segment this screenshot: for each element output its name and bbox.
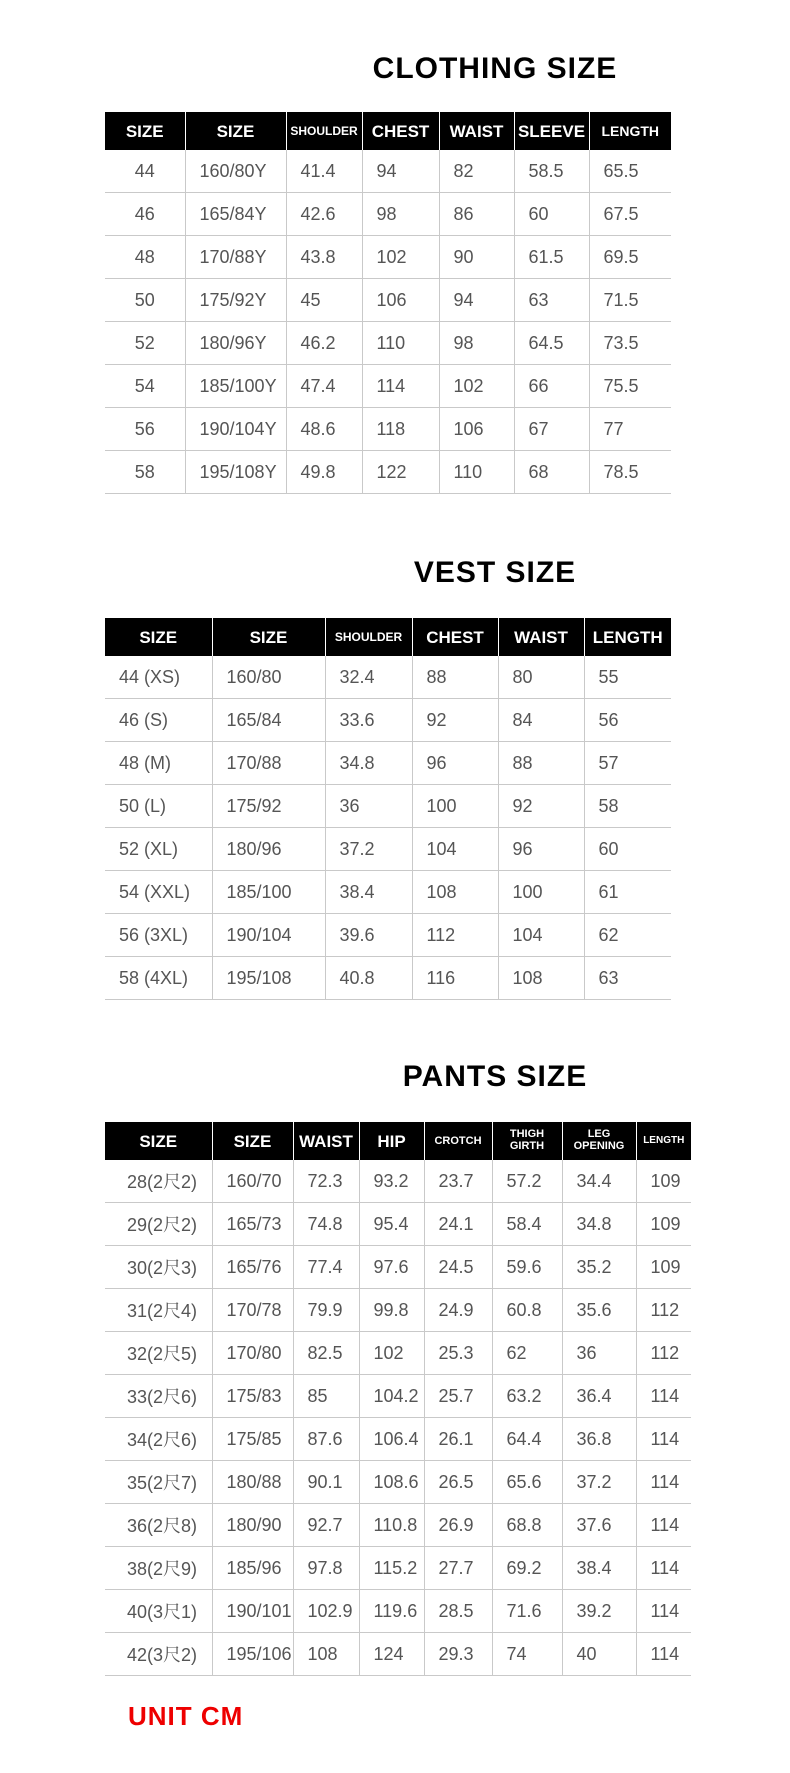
table-cell: 180/96 xyxy=(212,828,325,871)
table-cell: 175/83 xyxy=(212,1375,293,1418)
table-cell: 109 xyxy=(636,1246,691,1289)
table-cell: 35(2尺7) xyxy=(105,1461,212,1504)
table-cell: 190/101 xyxy=(212,1590,293,1633)
table-cell: 31(2尺4) xyxy=(105,1289,212,1332)
table-cell: 24.1 xyxy=(424,1203,492,1246)
table-cell: 170/78 xyxy=(212,1289,293,1332)
table-cell: 195/108 xyxy=(212,957,325,1000)
table-row xyxy=(105,236,671,279)
table-cell: 109 xyxy=(636,1203,691,1246)
pants-size-title: PANTS SIZE xyxy=(402,1060,588,1093)
table-cell: 26.5 xyxy=(424,1461,492,1504)
table-row xyxy=(105,742,671,785)
unit-note: UNIT CM xyxy=(128,1701,244,1731)
table-cell: 80 xyxy=(498,656,584,699)
table-cell: 185/100Y xyxy=(185,365,286,408)
table-row xyxy=(105,1332,691,1375)
table-cell: 67 xyxy=(514,408,589,451)
table-cell: 122 xyxy=(362,451,439,494)
table-cell: 116 xyxy=(412,957,498,1000)
header-thigh-girth: THIGH GIRTH xyxy=(492,1122,562,1160)
table-row xyxy=(105,914,671,957)
table-cell: 119.6 xyxy=(359,1590,424,1633)
header-size-code: SIZE xyxy=(212,618,325,656)
table-cell: 98 xyxy=(362,193,439,236)
table-cell: 34.8 xyxy=(325,742,412,785)
table-cell: 63.2 xyxy=(492,1375,562,1418)
table-cell: 74.8 xyxy=(293,1203,359,1246)
table-row xyxy=(105,1418,691,1461)
table-cell: 54 xyxy=(105,365,185,408)
clothing-table-body xyxy=(105,150,671,494)
table-cell: 36(2尺8) xyxy=(105,1504,212,1547)
table-cell: 64.5 xyxy=(514,322,589,365)
table-cell: 52 xyxy=(105,322,185,365)
table-cell: 66 xyxy=(514,365,589,408)
table-cell: 104 xyxy=(498,914,584,957)
table-cell: 160/70 xyxy=(212,1160,293,1203)
clothing-size-table xyxy=(105,112,671,494)
table-cell: 93.2 xyxy=(359,1160,424,1203)
table-cell: 69.5 xyxy=(589,236,671,279)
table-cell: 160/80Y xyxy=(185,150,286,193)
table-cell: 43.8 xyxy=(286,236,362,279)
table-cell: 118 xyxy=(362,408,439,451)
table-cell: 86 xyxy=(439,193,514,236)
clothing-size-title: CLOTHING SIZE xyxy=(372,52,618,85)
table-row xyxy=(105,699,671,742)
table-cell: 88 xyxy=(498,742,584,785)
table-cell: 56 xyxy=(584,699,671,742)
table-cell: 44 xyxy=(105,150,185,193)
table-header-row xyxy=(105,1122,691,1160)
table-cell: 180/96Y xyxy=(185,322,286,365)
table-cell: 63 xyxy=(584,957,671,1000)
table-cell: 97.8 xyxy=(293,1547,359,1590)
table-cell: 114 xyxy=(636,1590,691,1633)
table-cell: 110 xyxy=(362,322,439,365)
table-cell: 110 xyxy=(439,451,514,494)
table-cell: 170/88Y xyxy=(185,236,286,279)
table-cell: 34.8 xyxy=(562,1203,636,1246)
table-cell: 40(3尺1) xyxy=(105,1590,212,1633)
header-waist: WAIST xyxy=(293,1122,359,1160)
table-cell: 55 xyxy=(584,656,671,699)
table-row xyxy=(105,150,671,193)
table-cell: 108.6 xyxy=(359,1461,424,1504)
table-cell: 85 xyxy=(293,1375,359,1418)
table-cell: 30(2尺3) xyxy=(105,1246,212,1289)
table-cell: 94 xyxy=(362,150,439,193)
table-cell: 92 xyxy=(412,699,498,742)
table-cell: 82.5 xyxy=(293,1332,359,1375)
table-row xyxy=(105,451,671,494)
table-cell: 124 xyxy=(359,1633,424,1676)
table-cell: 195/108Y xyxy=(185,451,286,494)
table-header-row xyxy=(105,112,671,150)
table-cell: 96 xyxy=(498,828,584,871)
table-cell: 165/84 xyxy=(212,699,325,742)
table-cell: 115.2 xyxy=(359,1547,424,1590)
table-row xyxy=(105,1160,691,1203)
table-cell: 28.5 xyxy=(424,1590,492,1633)
table-cell: 61 xyxy=(584,871,671,914)
table-cell: 24.9 xyxy=(424,1289,492,1332)
table-cell: 33(2尺6) xyxy=(105,1375,212,1418)
table-cell: 60 xyxy=(584,828,671,871)
header-hip: HIP xyxy=(359,1122,424,1160)
vest-size-table xyxy=(105,618,671,1000)
table-cell: 49.8 xyxy=(286,451,362,494)
table-cell: 40 xyxy=(562,1633,636,1676)
table-cell: 108 xyxy=(412,871,498,914)
table-cell: 37.6 xyxy=(562,1504,636,1547)
table-cell: 42.6 xyxy=(286,193,362,236)
table-cell: 95.4 xyxy=(359,1203,424,1246)
table-cell: 57.2 xyxy=(492,1160,562,1203)
table-cell: 170/80 xyxy=(212,1332,293,1375)
table-cell: 109 xyxy=(636,1160,691,1203)
table-cell: 56 (3XL) xyxy=(105,914,212,957)
table-cell: 114 xyxy=(636,1633,691,1676)
table-cell: 98 xyxy=(439,322,514,365)
table-cell: 57 xyxy=(584,742,671,785)
table-cell: 34(2尺6) xyxy=(105,1418,212,1461)
table-row xyxy=(105,1590,691,1633)
table-cell: 77 xyxy=(589,408,671,451)
table-cell: 195/106 xyxy=(212,1633,293,1676)
table-row xyxy=(105,193,671,236)
table-cell: 79.9 xyxy=(293,1289,359,1332)
table-cell: 25.7 xyxy=(424,1375,492,1418)
table-cell: 60.8 xyxy=(492,1289,562,1332)
table-cell: 77.4 xyxy=(293,1246,359,1289)
table-row xyxy=(105,828,671,871)
table-header-row xyxy=(105,618,671,656)
table-cell: 82 xyxy=(439,150,514,193)
vest-table-body xyxy=(105,656,671,1000)
table-row xyxy=(105,1633,691,1676)
vest-size-title: VEST SIZE xyxy=(413,556,577,589)
header-waist: WAIST xyxy=(439,112,514,150)
table-row xyxy=(105,656,671,699)
table-cell: 46 (S) xyxy=(105,699,212,742)
table-cell: 36.4 xyxy=(562,1375,636,1418)
table-cell: 165/76 xyxy=(212,1246,293,1289)
table-cell: 108 xyxy=(498,957,584,1000)
table-cell: 180/90 xyxy=(212,1504,293,1547)
table-cell: 114 xyxy=(636,1504,691,1547)
header-size: SIZE xyxy=(105,1122,212,1160)
table-row xyxy=(105,322,671,365)
table-cell: 175/92 xyxy=(212,785,325,828)
table-cell: 114 xyxy=(636,1418,691,1461)
table-cell: 69.2 xyxy=(492,1547,562,1590)
table-cell: 73.5 xyxy=(589,322,671,365)
table-cell: 75.5 xyxy=(589,365,671,408)
table-cell: 84 xyxy=(498,699,584,742)
table-cell: 46.2 xyxy=(286,322,362,365)
table-cell: 28(2尺2) xyxy=(105,1160,212,1203)
table-cell: 104.2 xyxy=(359,1375,424,1418)
table-cell: 112 xyxy=(412,914,498,957)
table-cell: 114 xyxy=(636,1375,691,1418)
table-cell: 65.5 xyxy=(589,150,671,193)
table-cell: 110.8 xyxy=(359,1504,424,1547)
table-cell: 27.7 xyxy=(424,1547,492,1590)
table-cell: 94 xyxy=(439,279,514,322)
header-length: LENGTH xyxy=(636,1122,691,1160)
header-leg-opening: LEG OPENING xyxy=(562,1122,636,1160)
header-crotch: CROTCH xyxy=(424,1122,492,1160)
table-cell: 29(2尺2) xyxy=(105,1203,212,1246)
table-row xyxy=(105,957,671,1000)
table-cell: 58 (4XL) xyxy=(105,957,212,1000)
table-cell: 47.4 xyxy=(286,365,362,408)
table-row xyxy=(105,279,671,322)
table-cell: 190/104 xyxy=(212,914,325,957)
table-cell: 59.6 xyxy=(492,1246,562,1289)
table-cell: 108 xyxy=(293,1633,359,1676)
table-cell: 56 xyxy=(105,408,185,451)
table-cell: 100 xyxy=(412,785,498,828)
table-cell: 185/100 xyxy=(212,871,325,914)
table-cell: 100 xyxy=(498,871,584,914)
table-cell: 102 xyxy=(362,236,439,279)
table-cell: 50 (L) xyxy=(105,785,212,828)
table-cell: 112 xyxy=(636,1332,691,1375)
table-cell: 35.6 xyxy=(562,1289,636,1332)
table-cell: 26.1 xyxy=(424,1418,492,1461)
table-cell: 44 (XS) xyxy=(105,656,212,699)
table-cell: 54 (XXL) xyxy=(105,871,212,914)
table-cell: 87.6 xyxy=(293,1418,359,1461)
table-row xyxy=(105,1547,691,1590)
table-cell: 185/96 xyxy=(212,1547,293,1590)
table-cell: 41.4 xyxy=(286,150,362,193)
header-length: LENGTH xyxy=(584,618,671,656)
table-cell: 175/92Y xyxy=(185,279,286,322)
table-cell: 48.6 xyxy=(286,408,362,451)
table-cell: 48 (M) xyxy=(105,742,212,785)
table-cell: 48 xyxy=(105,236,185,279)
table-cell: 38.4 xyxy=(325,871,412,914)
table-row xyxy=(105,871,671,914)
table-cell: 106.4 xyxy=(359,1418,424,1461)
table-cell: 36 xyxy=(325,785,412,828)
table-cell: 165/84Y xyxy=(185,193,286,236)
table-cell: 92 xyxy=(498,785,584,828)
table-cell: 71.5 xyxy=(589,279,671,322)
table-cell: 96 xyxy=(412,742,498,785)
table-cell: 112 xyxy=(636,1289,691,1332)
table-cell: 42(3尺2) xyxy=(105,1633,212,1676)
table-cell: 32(2尺5) xyxy=(105,1332,212,1375)
table-cell: 58 xyxy=(105,451,185,494)
header-length: LENGTH xyxy=(589,112,671,150)
table-cell: 50 xyxy=(105,279,185,322)
pants-table-body xyxy=(105,1160,691,1676)
table-cell: 38.4 xyxy=(562,1547,636,1590)
table-cell: 58.4 xyxy=(492,1203,562,1246)
table-row xyxy=(105,785,671,828)
table-cell: 36 xyxy=(562,1332,636,1375)
table-cell: 39.2 xyxy=(562,1590,636,1633)
table-cell: 25.3 xyxy=(424,1332,492,1375)
table-cell: 33.6 xyxy=(325,699,412,742)
table-cell: 67.5 xyxy=(589,193,671,236)
table-cell: 92.7 xyxy=(293,1504,359,1547)
header-chest: CHEST xyxy=(412,618,498,656)
table-row xyxy=(105,1375,691,1418)
table-cell: 97.6 xyxy=(359,1246,424,1289)
table-cell: 104 xyxy=(412,828,498,871)
table-cell: 102 xyxy=(439,365,514,408)
table-cell: 26.9 xyxy=(424,1504,492,1547)
table-cell: 24.5 xyxy=(424,1246,492,1289)
header-shoulder: SHOULDER xyxy=(286,112,362,150)
table-cell: 90.1 xyxy=(293,1461,359,1504)
table-cell: 175/85 xyxy=(212,1418,293,1461)
table-cell: 29.3 xyxy=(424,1633,492,1676)
header-size: SIZE xyxy=(105,618,212,656)
table-cell: 160/80 xyxy=(212,656,325,699)
table-cell: 165/73 xyxy=(212,1203,293,1246)
table-row xyxy=(105,408,671,451)
table-cell: 62 xyxy=(584,914,671,957)
table-cell: 58.5 xyxy=(514,150,589,193)
header-size: SIZE xyxy=(105,112,185,150)
table-cell: 60 xyxy=(514,193,589,236)
header-sleeve: SLEEVE xyxy=(514,112,589,150)
table-cell: 190/104Y xyxy=(185,408,286,451)
table-cell: 90 xyxy=(439,236,514,279)
pants-size-table xyxy=(105,1122,691,1676)
table-cell: 23.7 xyxy=(424,1160,492,1203)
table-row xyxy=(105,1203,691,1246)
table-cell: 180/88 xyxy=(212,1461,293,1504)
table-cell: 71.6 xyxy=(492,1590,562,1633)
table-cell: 62 xyxy=(492,1332,562,1375)
table-row xyxy=(105,365,671,408)
table-cell: 114 xyxy=(636,1461,691,1504)
table-cell: 40.8 xyxy=(325,957,412,1000)
table-cell: 68.8 xyxy=(492,1504,562,1547)
table-row xyxy=(105,1246,691,1289)
table-cell: 61.5 xyxy=(514,236,589,279)
table-cell: 37.2 xyxy=(562,1461,636,1504)
table-cell: 32.4 xyxy=(325,656,412,699)
table-cell: 52 (XL) xyxy=(105,828,212,871)
table-cell: 88 xyxy=(412,656,498,699)
header-shoulder: SHOULDER xyxy=(325,618,412,656)
table-cell: 106 xyxy=(362,279,439,322)
table-cell: 170/88 xyxy=(212,742,325,785)
table-cell: 38(2尺9) xyxy=(105,1547,212,1590)
table-cell: 35.2 xyxy=(562,1246,636,1289)
table-cell: 72.3 xyxy=(293,1160,359,1203)
table-cell: 37.2 xyxy=(325,828,412,871)
table-cell: 78.5 xyxy=(589,451,671,494)
table-row xyxy=(105,1289,691,1332)
header-size-code: SIZE xyxy=(185,112,286,150)
table-cell: 102.9 xyxy=(293,1590,359,1633)
header-chest: CHEST xyxy=(362,112,439,150)
table-cell: 64.4 xyxy=(492,1418,562,1461)
table-cell: 114 xyxy=(362,365,439,408)
table-cell: 99.8 xyxy=(359,1289,424,1332)
table-row xyxy=(105,1504,691,1547)
table-cell: 63 xyxy=(514,279,589,322)
table-cell: 34.4 xyxy=(562,1160,636,1203)
header-size-code: SIZE xyxy=(212,1122,293,1160)
table-cell: 58 xyxy=(584,785,671,828)
table-row xyxy=(105,1461,691,1504)
table-cell: 68 xyxy=(514,451,589,494)
table-cell: 65.6 xyxy=(492,1461,562,1504)
table-cell: 39.6 xyxy=(325,914,412,957)
table-cell: 46 xyxy=(105,193,185,236)
table-cell: 102 xyxy=(359,1332,424,1375)
table-cell: 36.8 xyxy=(562,1418,636,1461)
table-cell: 74 xyxy=(492,1633,562,1676)
header-waist: WAIST xyxy=(498,618,584,656)
table-cell: 45 xyxy=(286,279,362,322)
table-cell: 114 xyxy=(636,1547,691,1590)
table-cell: 106 xyxy=(439,408,514,451)
